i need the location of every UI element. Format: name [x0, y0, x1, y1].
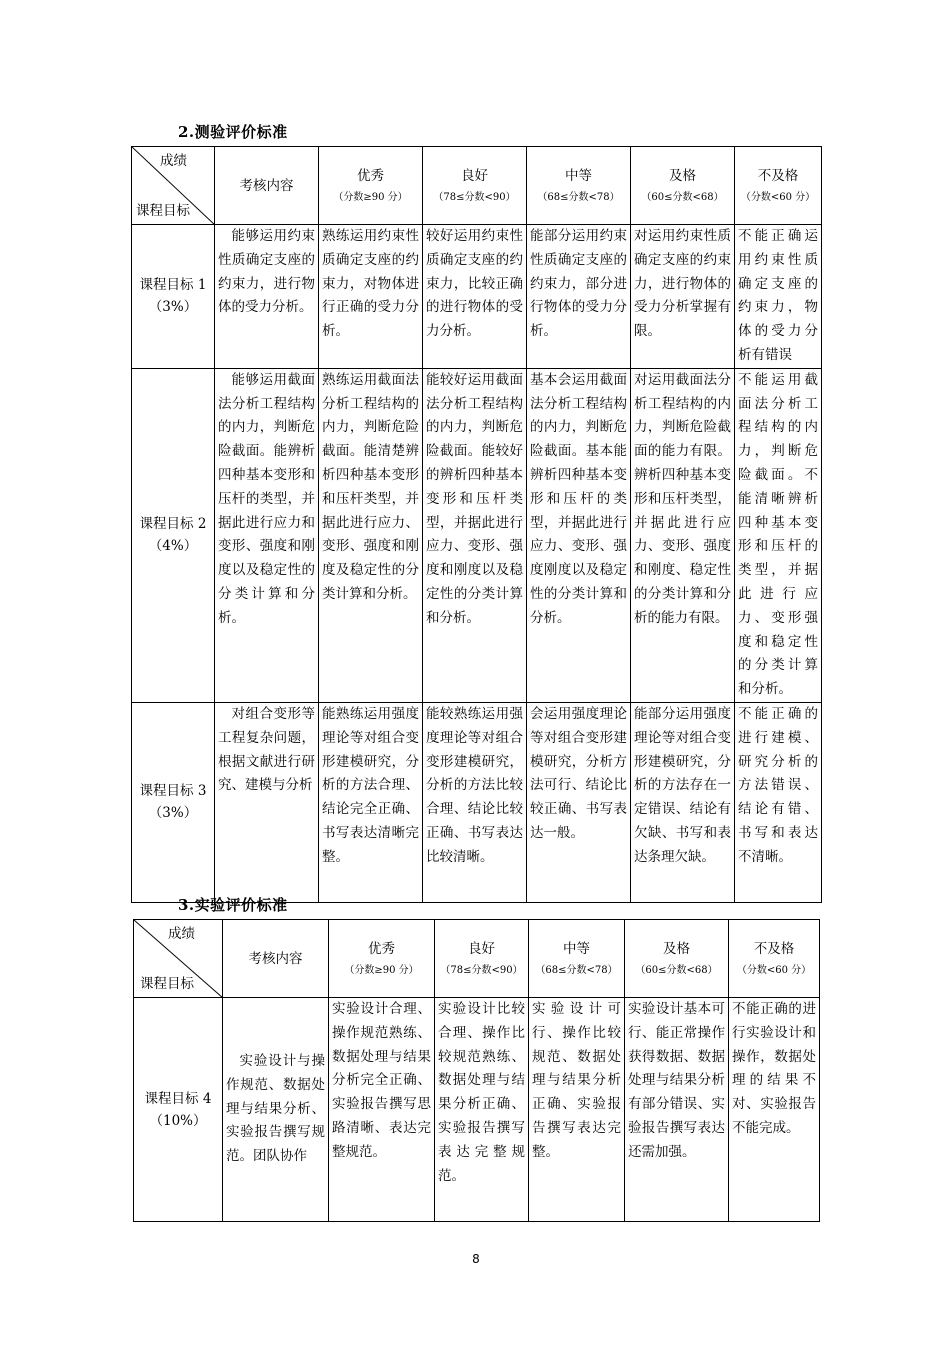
- criteria-cell: 能较好运用截面法分析工程结构的内力，判断危险截面。能较好的辨析四种基本变形和压杆类型，并据此进行应力、变形、强度和刚度以及稳定性的分类计算和分析。: [423, 368, 527, 702]
- table-header-row: [132, 147, 822, 225]
- test-evaluation-table: [131, 146, 822, 903]
- criteria-cell: 实验设计与操作规范、数据处理与结果分析、实验报告撰写规范。团队协作: [223, 998, 329, 1222]
- criteria-cell: 熟练运用截面法分析工程结构的内力，判断危险截面。能清楚辨析四种基本变形和压杆类型，并据此进行应力、变形、强度和刚度及稳定性的分类计算和分析。: [319, 368, 423, 702]
- header-content: 考核内容: [223, 920, 329, 998]
- criteria-cell: 较好运用约束性质确定支座的约束力，比较正确的进行物体的受力分析。: [423, 225, 527, 369]
- header-excellent: 优秀 （分数≥90 分）: [329, 920, 435, 998]
- corner-label-score: 成绩: [168, 926, 195, 942]
- criteria-cell: 对运用约束性质确定支座的约束力，进行物体的受力分析掌握有限。: [631, 225, 735, 369]
- table-header-row: [134, 920, 820, 998]
- criteria-cell: 能较熟练运用强度理论等对组合变形建模研究，分析的方法比较合理、结论比较正确、书写表达比较清晰。: [423, 702, 527, 902]
- criteria-cell: 实验设计合理、操作规范熟练、数据处理与结果分析完全正确、实验报告撰写思路清晰、表达完整规范。: [329, 998, 435, 1222]
- table-row: [132, 702, 822, 902]
- criteria-cell: 熟练运用约束性质确定支座的约束力，对物体进行正确的受力分析。: [319, 225, 423, 369]
- experiment-evaluation-table: [133, 919, 820, 1222]
- corner-label-score: 成绩: [160, 153, 187, 169]
- section3-title: 3.实验评价标准: [178, 896, 288, 914]
- criteria-cell: 不能正确的进行实验设计和操作，数据处理的结果不对、实验报告不能完成。: [729, 998, 820, 1222]
- course-goal-cell: 课程目标 4 （10%）: [134, 998, 223, 1222]
- header-medium: 中等 （68≤分数<78）: [527, 147, 631, 225]
- corner-label-goal: 课程目标: [140, 976, 194, 992]
- diagonal-header-cell: [134, 920, 223, 998]
- header-excellent: 优秀 （分数≥90 分）: [319, 147, 423, 225]
- criteria-cell: 会运用强度理论等对组合变形建模研究，分析方法可行、结论比较正确、书写表达一般。: [527, 702, 631, 902]
- criteria-cell: 不能正确运用约束性质确定支座的约束力，物体的受力分析有错误: [735, 225, 822, 369]
- criteria-cell: 对组合变形等工程复杂问题，根据文献进行研究、建模与分析: [215, 702, 319, 902]
- corner-label-goal: 课程目标: [136, 203, 190, 219]
- header-good: 良好 （78≤分数<90）: [435, 920, 529, 998]
- header-fail: 不及格 （分数<60 分）: [735, 147, 822, 225]
- criteria-cell: 实验设计基本可行、能正常操作获得数据、数据处理与结果分析有部分错误、实验报告撰写表达还需加强。: [625, 998, 729, 1222]
- header-pass: 及格 （60≤分数<68）: [631, 147, 735, 225]
- criteria-cell: 实验设计比较合理、操作比较规范熟练、数据处理与结果分析正确、实验报告撰写表达完整规范。: [435, 998, 529, 1222]
- table-row: [132, 368, 822, 702]
- criteria-cell: 不能运用截面法分析工程结构的内力，判断危险截面。不能清晰辨析四种基本变形和压杆的类型，并据此进行应力、变形强度和稳定性的分类计算和分析。: [735, 368, 822, 702]
- header-pass: 及格 （60≤分数<68）: [625, 920, 729, 998]
- table-row: [134, 998, 820, 1222]
- criteria-cell: 能够运用约束性质确定支座的约束力，进行物体的受力分析。: [215, 225, 319, 369]
- header-fail: 不及格 （分数<60 分）: [729, 920, 820, 998]
- criteria-cell: 不能正确的进行建模、研究分析的方法错误、结论有错、书写和表达不清晰。: [735, 702, 822, 902]
- course-goal-cell: 课程目标 2 （4%）: [132, 368, 215, 702]
- section2-title: 2.测验评价标准: [178, 123, 288, 141]
- criteria-cell: 实验设计可行、操作比较规范、数据处理与结果分析正确、实验报告撰写表达完整。: [529, 998, 625, 1222]
- diagonal-header-cell: [132, 147, 215, 225]
- criteria-cell: 能熟练运用强度理论等对组合变形建模研究，分析的方法合理、结论完全正确、书写表达清晰完整。: [319, 702, 423, 902]
- criteria-cell: 能够运用截面法分析工程结构的内力，判断危险截面。能辨析四种基本变形和压杆的类型，并据此进行应力和变形、强度和刚度以及稳定性的分类计算和分析。: [215, 368, 319, 702]
- header-medium: 中等 （68≤分数<78）: [529, 920, 625, 998]
- header-content: 考核内容: [215, 147, 319, 225]
- criteria-cell: 对运用截面法分析工程结构的内力，判断危险截面的能力有限。辨析四种基本变形和压杆类型，并据此进行应力、变形、强度和刚度、稳定性的分类计算和分析的能力有限。: [631, 368, 735, 702]
- course-goal-cell: 课程目标 3 （3%）: [132, 702, 215, 902]
- criteria-cell: 能部分运用强度理论等对组合变形建模研究，分析的方法存在一定错误、结论有欠缺、书写和表达条理欠缺。: [631, 702, 735, 902]
- page-number: 8: [472, 1252, 480, 1266]
- criteria-cell: 基本会运用截面法分析工程结构的内力，判断危险截面。基本能辨析四种基本变形和压杆的类型，并据此进行应力、变形、强度刚度以及稳定性的分类计算和分析。: [527, 368, 631, 702]
- table-row: [132, 225, 822, 369]
- course-goal-cell: 课程目标 1 （3%）: [132, 225, 215, 369]
- criteria-cell: 能部分运用约束性质确定支座的约束力，部分进行物体的受力分析。: [527, 225, 631, 369]
- header-good: 良好 （78≤分数<90）: [423, 147, 527, 225]
